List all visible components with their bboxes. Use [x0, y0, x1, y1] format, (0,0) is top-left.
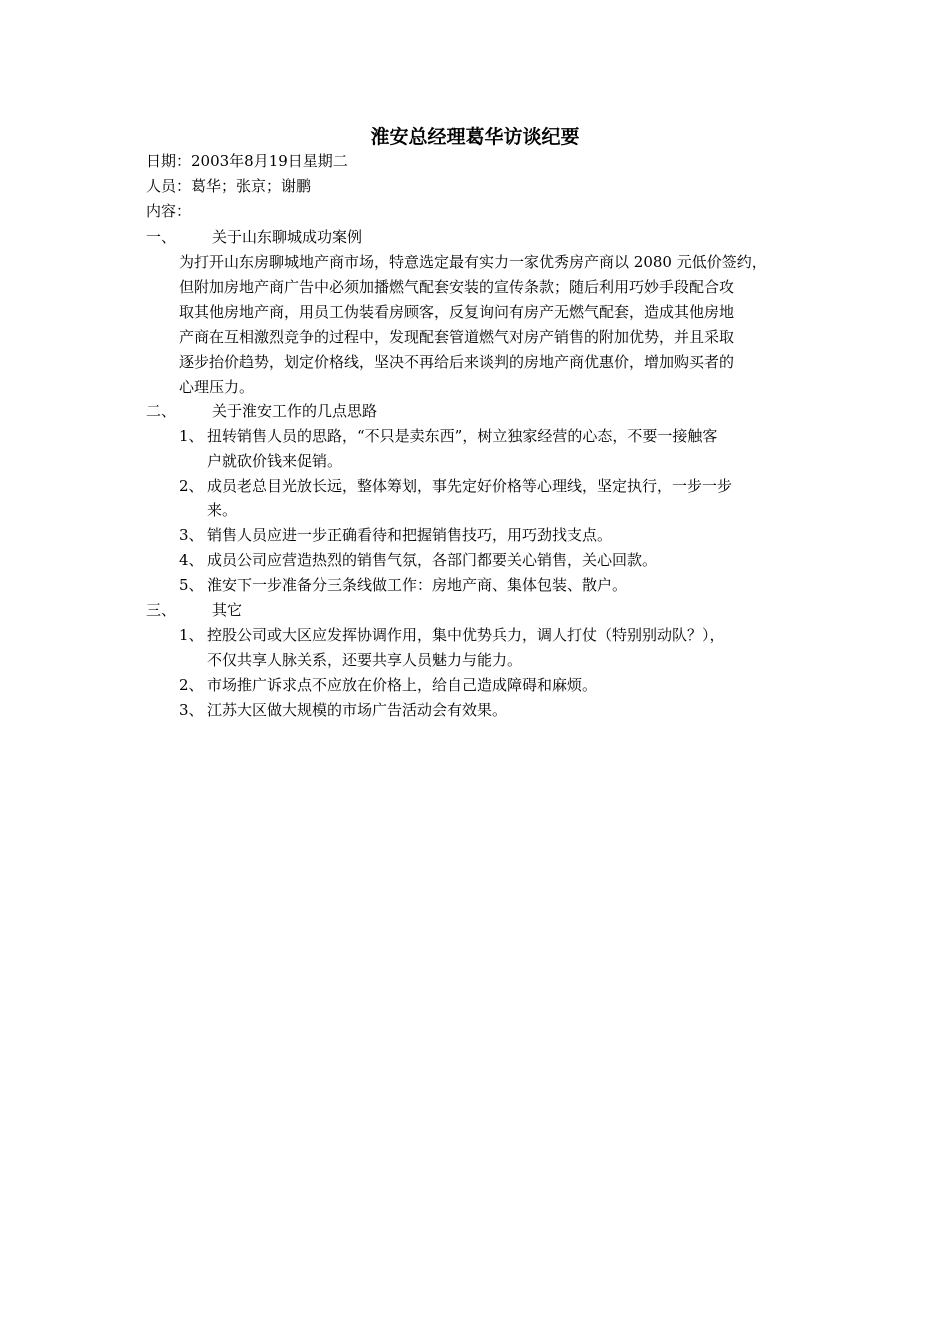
- section-1-title: 关于山东聊城成功案例: [212, 228, 363, 246]
- list-item-number: 2、: [179, 676, 204, 694]
- list-item-text: 市场推广诉求点不应放在价格上，给自己造成障碍和麻烦。: [207, 676, 598, 694]
- list-item-number: 1、: [179, 626, 204, 644]
- section-1-paragraph-line: 为打开山东房聊城地产商市场，特意选定最有实力一家优秀房产商以 2080 元低价签约，: [179, 253, 767, 271]
- section-1-paragraph-line: 心理压力。: [179, 378, 255, 396]
- list-item-number: 4、: [179, 551, 204, 569]
- section-1-number: 一、: [146, 228, 177, 246]
- list-item-number: 1、: [179, 427, 204, 445]
- list-item-text: 淮安下一步准备分三条线做工作：房地产商、集体包装、散户。: [207, 576, 628, 594]
- list-item-number: 3、: [179, 701, 204, 719]
- list-item-text: 成员老总目光放长远，整体筹划，事先定好价格等心理线，坚定执行，一步一步: [207, 477, 733, 495]
- list-item-number: 3、: [179, 526, 204, 544]
- list-item-number: 2、: [179, 477, 204, 495]
- list-item-text: 扭转销售人员的思路，“不只是卖东西”，树立独家经营的心态，不要一接触客: [207, 427, 718, 445]
- section-1-paragraph-line: 逐步抬价趋势，划定价格线，坚决不再给后来谈判的房地产商优惠价，增加购买者的: [179, 353, 735, 371]
- list-item-text: 成员公司应营造热烈的销售气氛，各部门都要关心销售，关心回款。: [207, 551, 658, 569]
- list-item-number: 5、: [179, 576, 204, 594]
- date-line: 日期：2003年8月19日星期二: [146, 152, 348, 170]
- section-2-title: 关于淮安工作的几点思路: [212, 402, 378, 420]
- section-1-paragraph-line: 但附加房地产商广告中必须加播燃气配套安装的宣传条款；随后利用巧妙手段配合攻: [179, 278, 735, 296]
- list-item-text-continued: 来。: [207, 501, 238, 519]
- document-title: 淮安总经理葛华访谈纪要: [370, 126, 580, 148]
- list-item-text: 控股公司或大区应发挥协调作用，集中优势兵力，调人打仗（特别别动队？），: [207, 626, 725, 644]
- people-line: 人员：葛华；张京；谢鹏: [146, 177, 312, 195]
- list-item-text: 销售人员应进一步正确看待和把握销售技巧，用巧劲找支点。: [207, 526, 613, 544]
- list-item-text-continued: 户就砍价钱来促销。: [207, 452, 343, 470]
- section-1-paragraph-line: 取其他房地产商，用员工伪装看房顾客，反复询问有房产无燃气配套，造成其他房地: [179, 303, 735, 321]
- section-1-paragraph-line: 产商在互相激烈竞争的过程中，发现配套管道燃气对房产销售的附加优势，并且采取: [179, 328, 735, 346]
- content-label: 内容：: [146, 202, 192, 220]
- section-3-title: 其它: [212, 601, 243, 619]
- section-3-number: 三、: [146, 601, 177, 619]
- list-item-text: 江苏大区做大规模的市场广告活动会有效果。: [207, 701, 508, 719]
- list-item-text-continued: 不仅共享人脉关系，还要共享人员魅力与能力。: [207, 651, 523, 669]
- section-2-number: 二、: [146, 402, 177, 420]
